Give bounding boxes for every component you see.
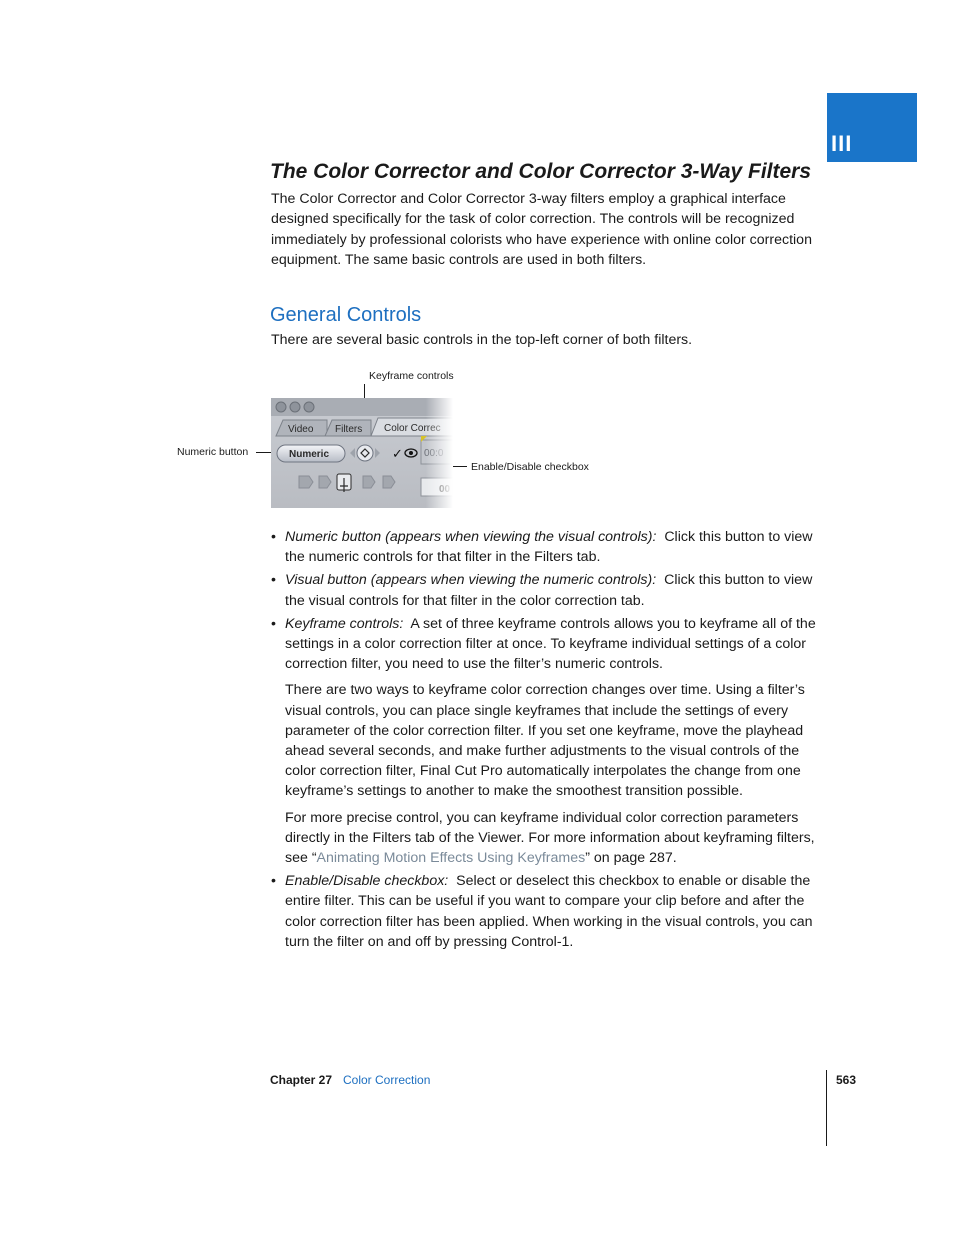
bullet-text: A set of three keyframe controls allows you to keyframe all of the settings in a color correction filter at once. To keyframe individual settings of a color correction filter, you need to use the filter’s numeric controls. bbox=[285, 615, 816, 673]
intro-paragraph: The Color Corrector and Color Corrector 3-way filters employ a graphical interface designed specifically for the task of color correction. The controls will be recognized immediately by professional colorists who have experience with online color correction equipment. The same basic controls are used in both filters. bbox=[271, 191, 812, 268]
filter-controls-figure bbox=[271, 398, 453, 508]
section-intro: There are several basic controls in the top-left corner of both filters. bbox=[271, 332, 693, 348]
list-item: • Keyframe controls: A set of three keyframe controls allows you to keyframe all of the settings in a color correction filter at once. To keyframe individual settings of a color correction filter, you need to use the filter’s numeric controls. There are two ways to keyframe color correction changes over time. Using a filter’s visual controls, you can place single keyframes that include the settings of every parameter of the color correction filter. If you set one keyframe, move the playhead ahead several seconds, and make further adjustments to the visual controls of the color correction filter, Final Cut Pro automatically interpolates the change from one keyframe’s settings to another to make the smoothest transition possible. For more precise control, you can keyframe individual color correction parameters directly in the Filters tab of the Viewer. For more information about keyframing filters, see “Animating Motion Effects Using Keyframes” on page 287. bbox=[271, 614, 831, 868]
page-title: The Color Corrector and Color Corrector 3-Way Filters bbox=[270, 160, 812, 183]
cross-reference-link[interactable]: Animating Motion Effects Using Keyframes bbox=[316, 850, 586, 867]
bullet-paragraph-post: ” on page 287. bbox=[585, 850, 677, 867]
section-heading: General Controls bbox=[270, 304, 422, 326]
part-tab-label: III bbox=[831, 131, 853, 156]
bullet-term: Enable/Disable checkbox: bbox=[285, 873, 449, 890]
bullet-text: Click this button to view the visual controls for that filter in the color correction tab. bbox=[285, 572, 813, 609]
callout-keyframe-controls: Keyframe controls bbox=[369, 370, 454, 382]
footer-chapter-title[interactable]: Color Correction bbox=[343, 1073, 431, 1087]
bullet-term: Keyframe controls: bbox=[285, 615, 404, 632]
bullet-paragraph-pre: For more precise control, you can keyframe individual color correction parameters directly in the Filters tab of the Viewer. For more information about keyframing filters, see “ bbox=[285, 809, 815, 867]
page-number: 563 bbox=[836, 1073, 857, 1087]
bullet-text: Select or deselect this checkbox to enable or disable the entire filter. This can be useful if you want to compare your clip before and after the color correction filter has been applied. When working in the visual controls, you can turn the filter on and off by pressing Control-1. bbox=[285, 873, 813, 950]
list-item: • Enable/Disable checkbox: Select or deselect this checkbox to enable or disable the entire filter. This can be useful if you want to compare your clip before and after the color correction filter has been applied. When working in the visual controls, you can turn the filter on and off by pressing Control-1. bbox=[271, 873, 813, 950]
list-item: • Visual button (appears when viewing the numeric controls): Click this button to view the visual controls for that filter in the color correction tab. bbox=[271, 572, 813, 609]
bullet-term: Numeric button (appears when viewing the visual controls): bbox=[285, 529, 657, 545]
controls-list bbox=[271, 527, 831, 955]
callout-enable-checkbox: Enable/Disable checkbox bbox=[471, 461, 589, 473]
footer-chapter: Chapter 27 bbox=[270, 1073, 333, 1087]
list-item: • Numeric button (appears when viewing the visual controls): Click this button to view the numeric controls for that filter in the Filters tab. bbox=[271, 529, 813, 566]
footer-divider bbox=[826, 1070, 827, 1146]
part-tab bbox=[827, 93, 917, 162]
callout-numeric-button: Numeric button bbox=[177, 446, 249, 458]
bullet-text: Click this button to view the numeric controls for that filter in the Filters tab. bbox=[285, 529, 813, 566]
bullet-paragraph: There are two ways to keyframe color correction changes over time. Using a filter’s visual controls, you can place single keyframes that include the settings of every parameter of the color correction filter. If you set one keyframe, move the playhead ahead several seconds, and make further adjustments to the visual controls of the color correction filter, Final Cut Pro automatically interpolates the change from one keyframe’s settings to another to make the smoothest transition possible. bbox=[285, 682, 805, 800]
bullet-term: Visual button (appears when viewing the numeric controls): bbox=[285, 572, 657, 589]
